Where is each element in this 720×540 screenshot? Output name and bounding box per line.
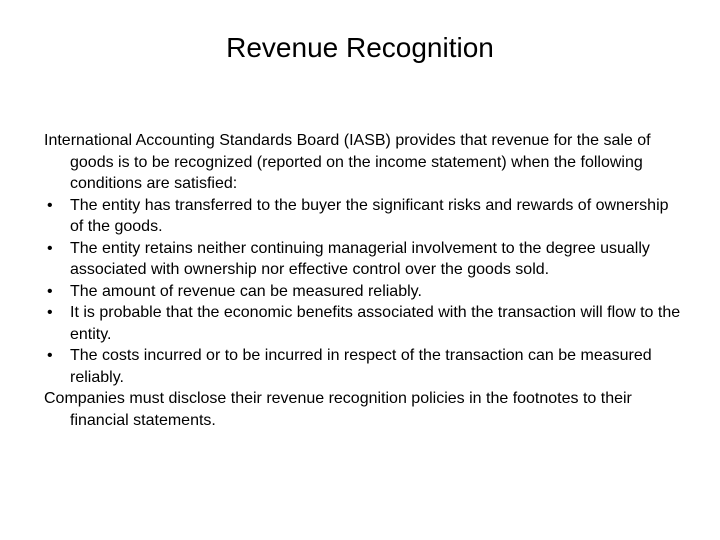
bullet-item [44, 195, 684, 238]
bullet-item [44, 302, 684, 345]
bullet-item [44, 281, 684, 303]
bullet-dot-icon: • [47, 239, 53, 257]
bullet-dot-icon: • [47, 282, 53, 300]
intro-paragraph: International Accounting Standards Board (IASB) provides that revenue for the sale of goods is to be recognized (reported on the income statement) when the following conditions are satisfied: [44, 132, 651, 192]
bullet-item [44, 345, 684, 388]
bullet-dot-icon: • [47, 196, 53, 214]
bullet-dot-icon: • [47, 347, 53, 364]
bullet-text: The amount of revenue can be measured reliably. [70, 282, 422, 300]
bullet-text: The entity has transferred to the buyer the significant risks and rewards of ownership of the goods. [70, 196, 669, 235]
slide-title: Revenue Recognition [226, 32, 494, 63]
conclusion-paragraph: Companies must disclose their revenue recognition policies in the footnotes to their financial statements. [44, 390, 632, 429]
bullet-dot-icon: • [47, 304, 53, 321]
slide-body [44, 130, 684, 431]
bullet-item [44, 238, 684, 281]
bullet-text: It is probable that the economic benefits associated with the transaction will flow to the entity. [70, 304, 681, 343]
bullet-text: The costs incurred or to be incurred in respect of the transaction can be measured reliably. [70, 347, 652, 386]
bullet-text: The entity retains neither continuing managerial involvement to the degree usually associated with ownership nor effective control over the goods sold. [70, 239, 650, 278]
